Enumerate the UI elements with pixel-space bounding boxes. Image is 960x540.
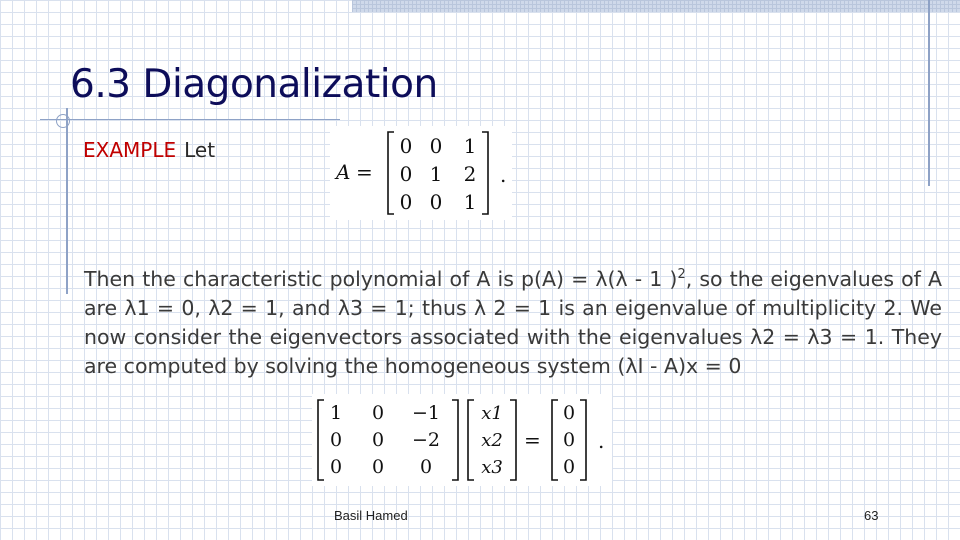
vars-left-bracket xyxy=(468,400,474,480)
rhs-left-bracket xyxy=(552,400,558,480)
vars-right-bracket xyxy=(510,400,516,480)
coef-cell: 0 xyxy=(329,429,343,451)
left-decorative-line xyxy=(66,108,68,294)
rhs-cell: 0 xyxy=(562,456,576,478)
title-underline xyxy=(40,119,340,120)
coef-cell: 0 xyxy=(371,429,385,451)
right-decorative-line xyxy=(928,0,930,186)
coef-cell: 0 xyxy=(371,402,385,424)
coef-cell: −2 xyxy=(411,429,441,451)
coef-cell: −1 xyxy=(411,402,441,424)
var-cell: x1 xyxy=(481,403,503,424)
example-label: EXAMPLE xyxy=(83,138,177,162)
matrix-a-cell: 0 xyxy=(429,190,443,214)
matrix-a-cell: 1 xyxy=(463,190,477,214)
matrix-a-cell: 0 xyxy=(429,134,443,158)
coef-cell: 1 xyxy=(329,402,343,424)
rhs-right-bracket xyxy=(580,400,586,480)
coef-cell: 0 xyxy=(371,456,385,478)
matrix-a-image xyxy=(330,126,512,220)
coef-left-bracket xyxy=(318,400,324,480)
example-line xyxy=(83,138,215,162)
coef-right-bracket xyxy=(452,400,458,480)
var-cell: x3 xyxy=(481,457,503,478)
slide-title: 6.3 Diagonalization xyxy=(70,62,438,107)
matrix-a-name: A xyxy=(336,160,351,184)
explanation-part-1: Then the characteristic polynomial of A is p(A) = λ(λ - 1 ) xyxy=(84,267,678,291)
decorative-circle xyxy=(56,114,70,128)
example-let: Let xyxy=(184,138,216,162)
page-number: 63 xyxy=(864,508,879,523)
rhs-cell: 0 xyxy=(562,402,576,424)
matrix-a-right-bracket xyxy=(482,132,488,214)
explanation-part-2: , so the eigenvalues of A are λ1 = 0, λ2 = 1, and λ3 = 1; thus λ 2 = 1 is an eigenvalue of multiplicity 2. We now consider the eigenvectors associated with the eigenvalues λ2 = λ3 = 1. They are computed by solving the homogeneous system (λI - A)x = 0 xyxy=(84,267,942,378)
matrix-a-equals: = xyxy=(356,160,373,184)
explanation-paragraph xyxy=(84,260,942,381)
top-decorative-bar xyxy=(352,0,960,12)
matrix-a-cell: 1 xyxy=(463,134,477,158)
matrix-a-cell: 2 xyxy=(463,162,477,186)
matrix-a-cell: 0 xyxy=(399,190,413,214)
system-equals: = xyxy=(524,428,541,452)
matrix-a-left-bracket xyxy=(388,132,394,214)
matrix-a-period: . xyxy=(500,163,507,187)
matrix-a-equation xyxy=(330,126,512,220)
explanation-exponent: 2 xyxy=(677,267,686,282)
matrix-a-cell: 0 xyxy=(399,162,413,186)
system-equation xyxy=(312,394,612,486)
coef-cell: 0 xyxy=(329,456,343,478)
rhs-cell: 0 xyxy=(562,429,576,451)
var-cell: x2 xyxy=(481,430,503,451)
system-equation-image xyxy=(312,394,612,486)
matrix-a-cell: 0 xyxy=(399,134,413,158)
coef-cell: 0 xyxy=(419,456,433,478)
footer-author: Basil Hamed xyxy=(334,508,408,523)
matrix-a-cell: 1 xyxy=(429,162,443,186)
system-period: . xyxy=(598,429,605,453)
